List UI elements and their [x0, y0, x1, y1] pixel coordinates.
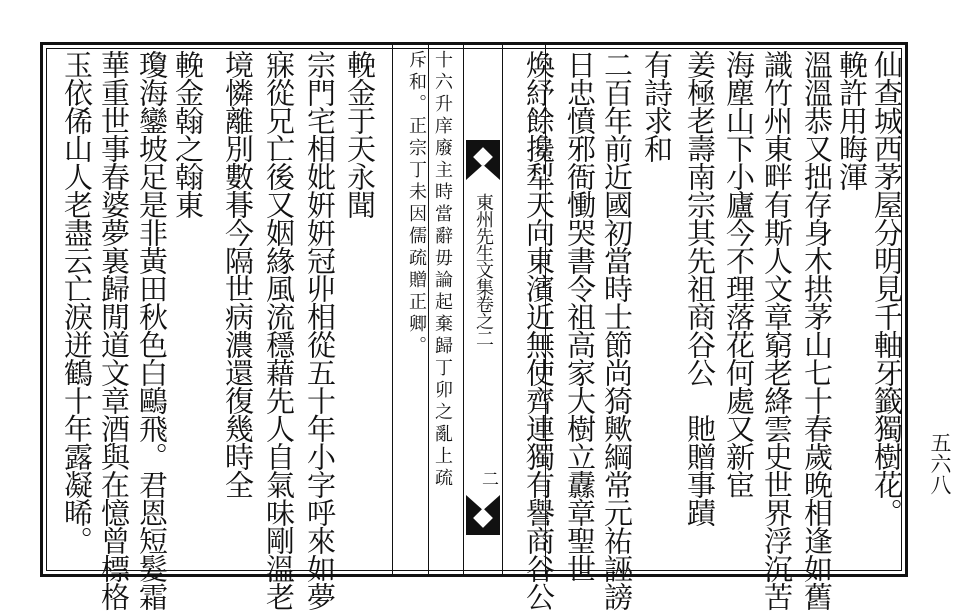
text-column: 十六升庠廢主時當辭毋論起棄歸丁卯之亂上疏: [432, 50, 453, 490]
text-column: 寐從兄亡後又姻緣風流穩藉先人自氣味剛溫老: [262, 50, 296, 610]
column-rule: [392, 45, 393, 574]
text-column: 輓金翰之翰東: [171, 50, 205, 218]
text-column: 日忠憤邪衙慟哭書令祖高家大樹立纛章聖世: [563, 50, 597, 582]
text-column: 煥紓餘攙犁天向東濱近無使齊連獨有譽商谷公: [522, 50, 556, 610]
text-column: 瓊海鑾坡足是非黃田秋色白鷗飛。君恩短髮霜: [135, 50, 169, 610]
center-band: [463, 45, 503, 574]
fishtail-top-icon: [466, 140, 500, 180]
text-column: 海塵山下小廬今不理落花何處又新宦: [722, 50, 756, 498]
text-column: 華重世事春婆夢裏歸閒道文章酒與在憶曾標格: [97, 50, 131, 610]
text-column: 玉依俙山人老盡云亡淚迸鶴十年露凝晞。: [60, 50, 94, 554]
text-column: 斥和。正宗丁未因儒疏贈正卿。: [406, 50, 427, 358]
text-column: 輓許用晦渾: [835, 50, 869, 190]
text-column: 二百年前近國初當時士節尚猗歟綱常元祐誣謗: [600, 50, 634, 610]
text-column: 境憐離別數朞今隔世病濃還復幾時全: [221, 50, 255, 498]
text-column: 姜極老壽南宗其先祖商谷公 貤贈事蹟: [683, 50, 717, 526]
text-column: 識竹州東畔有斯人文章窮老絳雲史世界浮沉苦: [760, 50, 794, 610]
text-column: 輓金于天永聞: [343, 50, 377, 218]
text-column: 宗門宅相妣姸姸冠丱相從五十年小字呼來如夢: [303, 50, 337, 610]
text-column: 仙查城西茅屋分明見千軸牙籤獨樹花。: [870, 50, 904, 526]
fishtail-bottom-icon: [466, 495, 500, 535]
text-column: 有詩求和: [640, 50, 674, 162]
collection-title: 東州先生文集卷之二: [473, 193, 494, 346]
column-rule: [428, 45, 429, 574]
page-number: 五六八: [928, 432, 952, 495]
text-column: 溫溫恭又拙存身木拱茅山七十春歲晚相逢如舊: [800, 50, 834, 610]
folio-number: 二: [478, 470, 498, 487]
